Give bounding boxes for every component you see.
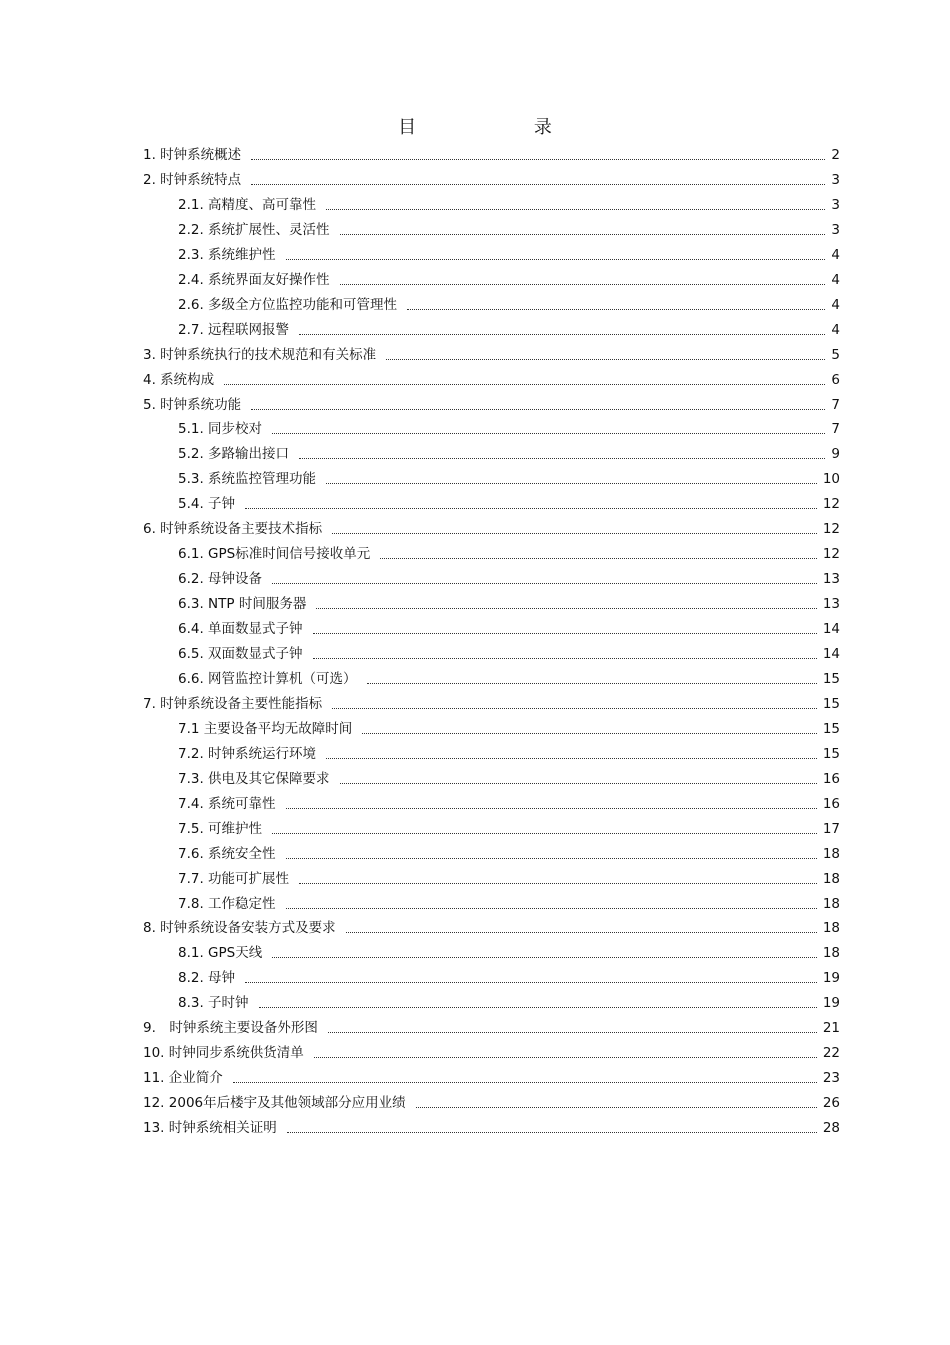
toc-entry[interactable]: [178, 616, 840, 638]
toc-entry-page-number: 7: [831, 421, 840, 438]
toc-dot-leader: [272, 957, 817, 958]
toc-dot-leader: [272, 433, 825, 434]
toc-entry-page-number: 19: [822, 970, 840, 987]
toc-entry-label: 7.7. 功能可扩展性: [178, 870, 290, 887]
toc-dot-leader: [416, 1107, 817, 1108]
toc-entry[interactable]: [178, 716, 840, 738]
toc-entry[interactable]: [178, 416, 840, 438]
toc-entry[interactable]: [143, 1040, 840, 1062]
toc-entry[interactable]: [178, 317, 840, 339]
toc-dot-leader: [340, 234, 826, 235]
toc-entry-label: 7.1 主要设备平均无故障时间: [178, 720, 353, 737]
toc-entry[interactable]: [178, 766, 840, 788]
toc-entry-page-number: 18: [822, 945, 840, 962]
toc-entry-page-number: 7: [831, 396, 840, 413]
toc-entry-label: 2.6. 多级全方位监控功能和可管理性: [178, 296, 398, 313]
toc-entry-label: 10. 时钟同步系统供货清单: [143, 1045, 304, 1062]
toc-entry[interactable]: [178, 965, 840, 987]
toc-entry-label: 7.4. 系统可靠性: [178, 795, 276, 812]
toc-entry-page-number: 12: [822, 546, 840, 563]
toc-entry-label: 7.6. 系统安全性: [178, 845, 276, 862]
toc-entry[interactable]: [143, 915, 840, 937]
toc-entry-page-number: 18: [822, 845, 840, 862]
toc-dot-leader: [286, 908, 817, 909]
toc-entry-label: 6.5. 双面数显式子钟: [178, 646, 303, 662]
toc-dot-leader: [299, 883, 817, 884]
toc-entry-page-number: 15: [822, 695, 840, 712]
toc-entry-page-number: 26: [822, 1095, 840, 1112]
toc-entry-label: 2.7. 远程联网报警: [178, 321, 290, 338]
toc-entry[interactable]: [143, 142, 840, 164]
toc-dot-leader: [272, 833, 817, 834]
toc-entry-label: 2.4. 系统界面友好操作性: [178, 271, 330, 288]
toc-entry-label: 2. 时钟系统特点: [143, 171, 242, 188]
toc-entry[interactable]: [143, 1015, 840, 1037]
toc-entry-label: 13. 时钟系统相关证明: [143, 1120, 277, 1137]
toc-entry[interactable]: [143, 1115, 840, 1137]
toc-entry[interactable]: [143, 392, 840, 414]
toc-dot-leader: [313, 658, 817, 659]
toc-entry-page-number: 22: [822, 1045, 840, 1062]
toc-entry-page-number: 15: [822, 745, 840, 762]
toc-dot-leader: [346, 932, 817, 933]
toc-dot-leader: [245, 982, 817, 983]
toc-entry-label: 7.3. 供电及其它保障要求: [178, 770, 330, 787]
toc-dot-leader: [332, 708, 817, 709]
toc-entry-label: 8. 时钟系统设备安装方式及要求: [143, 920, 336, 937]
toc-dot-leader: [251, 184, 825, 185]
toc-entry-page-number: 18: [822, 920, 840, 937]
toc-dot-leader: [326, 483, 817, 484]
toc-entry-label: 7.8. 工作稳定性: [178, 895, 276, 912]
toc-entry[interactable]: [178, 866, 840, 888]
toc-entry-page-number: 17: [822, 820, 840, 837]
toc-dot-leader: [245, 508, 817, 509]
toc-entry-page-number: 4: [831, 271, 840, 288]
toc-entry-page-number: 2: [831, 147, 840, 163]
toc-dot-leader: [233, 1082, 817, 1083]
toc-entry-page-number: 3: [831, 221, 840, 238]
toc-dot-leader: [286, 259, 826, 260]
toc-entry[interactable]: [178, 641, 840, 663]
toc-entry-label: 6. 时钟系统设备主要技术指标: [143, 521, 323, 538]
toc-dot-leader: [332, 533, 817, 534]
toc-dot-leader: [316, 608, 816, 609]
toc-entry-label: 8.2. 母钟: [178, 970, 236, 987]
toc-entry-page-number: 13: [822, 596, 840, 613]
toc-entry-label: 2.3. 系统维护性: [178, 246, 276, 263]
toc-entry-label: 7.5. 可维护性: [178, 820, 263, 837]
toc-dot-leader: [328, 1032, 817, 1033]
toc-entry[interactable]: [178, 741, 840, 763]
toc-entry[interactable]: [178, 816, 840, 838]
toc-entry-label: 4. 系统构成: [143, 371, 215, 388]
toc-dot-leader: [299, 334, 825, 335]
toc-entry-page-number: 15: [822, 720, 840, 737]
toc-entry-label: 8.1. GPS天线: [178, 945, 263, 962]
toc-entry-label: 8.3. 子时钟: [178, 995, 249, 1012]
toc-entry[interactable]: [178, 491, 840, 513]
toc-entry-label: 6.1. GPS标准时间信号接收单元: [178, 546, 371, 563]
toc-entry-label: 5.1. 同步校对: [178, 421, 263, 438]
toc-entry-page-number: 16: [822, 770, 840, 787]
toc-dot-leader: [224, 384, 825, 385]
toc-dot-leader: [286, 808, 817, 809]
toc-dot-leader: [340, 284, 826, 285]
toc-entry[interactable]: [178, 441, 840, 463]
toc-entry-page-number: 3: [831, 196, 840, 213]
toc-entry-page-number: 21: [822, 1020, 840, 1037]
toc-dot-leader: [326, 758, 817, 759]
toc-entry[interactable]: [178, 242, 840, 264]
toc-entry-page-number: 4: [831, 321, 840, 338]
toc-entry-label: 6.4. 单面数显式子钟: [178, 621, 303, 638]
toc-dot-leader: [367, 683, 817, 684]
toc-entry[interactable]: [178, 267, 840, 289]
toc-entry[interactable]: [143, 1065, 840, 1087]
toc-entry-label: 11. 企业简介: [143, 1070, 223, 1087]
toc-entry[interactable]: [143, 1090, 840, 1112]
toc-entry[interactable]: [143, 691, 840, 713]
toc-entry[interactable]: [143, 516, 840, 538]
toc-entry[interactable]: [178, 541, 840, 563]
toc-entry[interactable]: [178, 666, 840, 688]
toc-dot-leader: [286, 858, 817, 859]
toc-entry-label: 2.1. 高精度、高可靠性: [178, 196, 317, 213]
toc-entry-label: 6.2. 母钟设备: [178, 571, 263, 588]
toc-entry-page-number: 18: [822, 895, 840, 912]
toc-entry-page-number: 4: [831, 296, 840, 313]
toc-dot-leader: [272, 583, 817, 584]
toc-entry-page-number: 3: [831, 171, 840, 188]
toc-entry[interactable]: [178, 891, 840, 913]
toc-entry-label: 6.3. NTP 时间服务器: [178, 596, 307, 613]
toc-entry-label: 6.6. 网管监控计算机（可选）: [178, 670, 357, 687]
toc-entry-page-number: 14: [822, 646, 840, 662]
toc-entry-label: 2.2. 系统扩展性、灵活性: [178, 221, 330, 238]
toc-entry-label: 5.2. 多路输出接口: [178, 446, 290, 463]
toc-entry-label: 1. 时钟系统概述: [143, 147, 242, 163]
toc-entry[interactable]: [178, 841, 840, 863]
toc-dot-leader: [251, 409, 825, 410]
toc-entry-page-number: 4: [831, 246, 840, 263]
toc-entry-page-number: 12: [822, 496, 840, 513]
toc-entry[interactable]: [178, 466, 840, 488]
toc-dot-leader: [287, 1132, 817, 1133]
toc-entry-label: 5.4. 子钟: [178, 496, 236, 513]
toc-entry-label: 9. 时钟系统主要设备外形图: [143, 1020, 318, 1037]
toc-entry-page-number: 13: [822, 571, 840, 588]
toc-entry[interactable]: [178, 292, 840, 314]
toc-entry[interactable]: [178, 990, 840, 1012]
toc-dot-leader: [259, 1007, 817, 1008]
toc-entry-page-number: 5: [831, 346, 840, 363]
toc-entry-label: 5.3. 系统监控管理功能: [178, 471, 317, 488]
toc-dot-leader: [314, 1057, 817, 1058]
toc-dot-leader: [251, 159, 825, 160]
toc-entry-label: 5. 时钟系统功能: [143, 396, 242, 413]
page-title: 目 录: [398, 117, 608, 138]
toc-entry-label: 12. 2006年后楼宇及其他领域部分应用业绩: [143, 1095, 406, 1112]
toc-entry[interactable]: [143, 167, 840, 189]
toc-dot-leader: [340, 783, 817, 784]
toc-entry-page-number: 6: [831, 371, 840, 388]
toc-entry-page-number: 16: [822, 795, 840, 812]
toc-entry[interactable]: [143, 367, 840, 389]
toc-entry[interactable]: [143, 342, 840, 364]
toc-entry[interactable]: [178, 566, 840, 588]
toc-dot-leader: [407, 309, 825, 310]
toc-entry[interactable]: [178, 591, 840, 613]
toc-entry[interactable]: [178, 940, 840, 962]
toc-entry[interactable]: [178, 217, 840, 239]
toc-entry-page-number: 23: [822, 1070, 840, 1087]
toc-entry-label: 7. 时钟系统设备主要性能指标: [143, 695, 323, 712]
toc-entry-page-number: 19: [822, 995, 840, 1012]
toc-dot-leader: [380, 558, 817, 559]
toc-entry-page-number: 9: [831, 446, 840, 463]
toc-dot-leader: [326, 209, 825, 210]
toc-entry-page-number: 28: [822, 1120, 840, 1137]
toc-entry[interactable]: [178, 791, 840, 813]
toc-entry-label: 3. 时钟系统执行的技术规范和有关标准: [143, 346, 377, 363]
toc-dot-leader: [386, 359, 825, 360]
toc-entry-page-number: 18: [822, 870, 840, 887]
toc-entry-page-number: 14: [822, 621, 840, 638]
toc-entry-page-number: 12: [822, 521, 840, 538]
toc-entry[interactable]: [178, 192, 840, 214]
toc-dot-leader: [299, 458, 825, 459]
toc-entry-label: 7.2. 时钟系统运行环境: [178, 745, 317, 762]
toc-dot-leader: [313, 633, 817, 634]
toc-entry-page-number: 10: [822, 471, 840, 488]
toc-entry-page-number: 15: [822, 670, 840, 687]
toc-dot-leader: [362, 733, 817, 734]
